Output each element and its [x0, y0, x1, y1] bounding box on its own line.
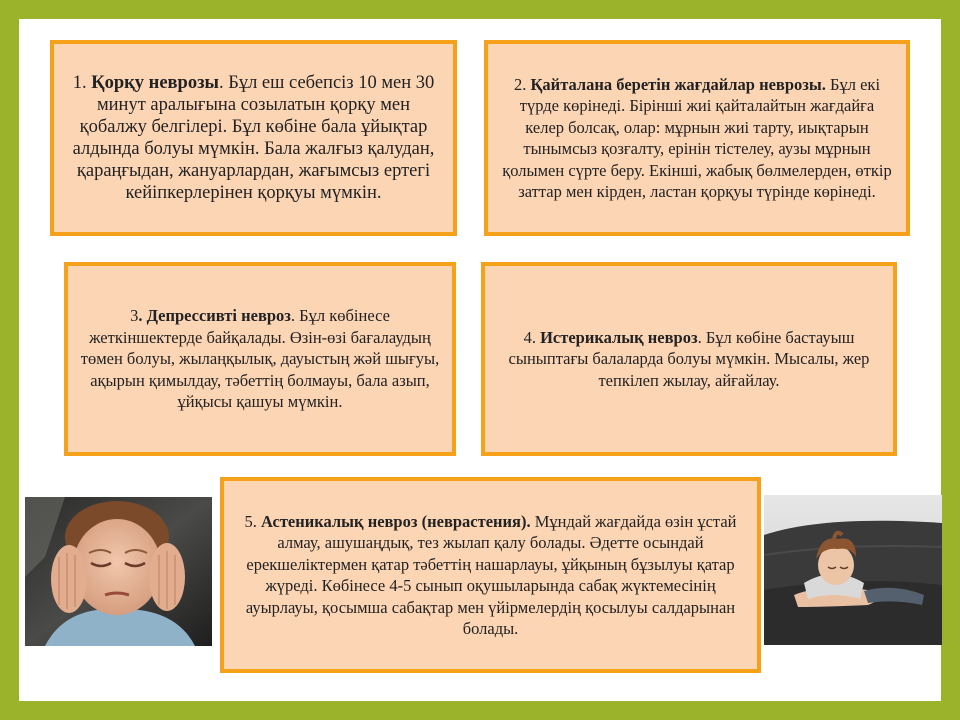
card-body: Бұл көбінесе жеткіншектерде байқалады. Өзін-өзі бағалаудың төмен болуы, жылаңқылық, дауыстың жәй шығуы, ақырын қимылдау, тәбеттің болмауы, бала азып, ұйқысы қашуы мүмкін. — [80, 306, 440, 412]
card-body: Бұл екі түрде көрінеді. Бірінші жиі қайталайтын жағдайға келер болсақ, олар: мұрнын жиі тарту, иықтарын тынымсыз қозғалту, ерінін тістелеу, аузы мұрнын қолымен сүрте беру. Екінші, жабық бөлмелерден, өткір заттар мен кірден, ластан қорқуы түрінде көрінеді. — [502, 74, 892, 201]
card-fear-neurosis — [50, 40, 457, 236]
card-separator: . — [697, 327, 706, 347]
card-obsessive-neurosis — [484, 40, 910, 236]
card-text — [497, 327, 881, 392]
card-hysterical-neurosis — [481, 262, 897, 456]
card-number: 5. — [244, 511, 261, 531]
card-number: 3 — [130, 306, 139, 326]
card-number: 2. — [513, 74, 531, 94]
card-text — [500, 74, 894, 203]
card-depressive-neurosis — [64, 262, 456, 456]
card-text — [66, 72, 441, 204]
card-number: 4. — [523, 327, 541, 347]
card-body: Мұндай жағдайда өзін ұстай алмау, ашушаңдық, тез жылап қалу болады. Әдетте осындай ерекшеліктермен қатар тәбеттің нашарлауы, ұйқының бұзылуы қатар жүреді. Көбінесе 4-5 сынып оқушыларында сабақ жүктемесінің ауырлауы, қосымша сабақтар мен үйірмелердің қосылуы салдарынан болады. — [245, 511, 737, 638]
card-body: Бұл еш себепсіз 10 мен 30 минут аралығына созылатын қорқу мен қобалжу белгілері. Бұл көбіне бала ұйықтар алдында болуы мүмкін. Бала жалғыз қалудан, қараңғыдан, жануарлардан, жағымсыз ертегі кейіпкерлерінен қорқуы мүмкін. — [72, 73, 435, 203]
card-asthenic-neurosis — [220, 477, 761, 673]
card-separator: . — [290, 306, 300, 326]
card-text — [80, 305, 440, 413]
card-title: Қорқу неврозы — [91, 73, 219, 93]
card-title: Астеникалық невроз (неврастения). — [261, 511, 531, 531]
card-separator: . — [218, 73, 229, 93]
card-title: Қайталана беретін жағдайлар неврозы. — [530, 74, 826, 94]
slide — [19, 19, 941, 701]
card-number: 1. — [72, 73, 92, 93]
card-title: . Депрессивті невроз — [138, 306, 291, 326]
photo-sad-boy-on-sofa — [764, 495, 942, 645]
card-text — [236, 511, 745, 640]
card-body: Бұл көбіне бастауыш сыныптағы балаларда болуы мүмкін. Мысалы, жер тепкілеп жылау, айғайлау. — [508, 327, 870, 390]
card-title: Истерикалық невроз — [540, 327, 698, 347]
photo-boy-covering-ears — [25, 497, 212, 646]
